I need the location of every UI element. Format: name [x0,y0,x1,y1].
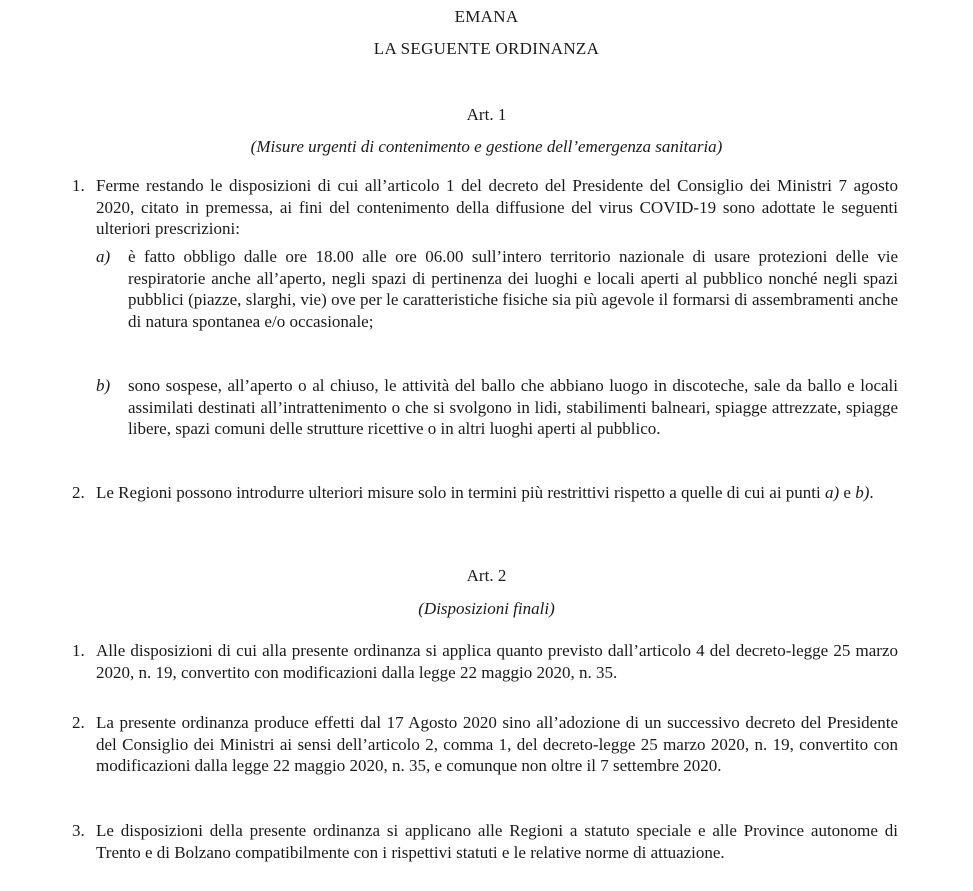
paragraph-number: 3. [72,821,85,840]
reference-b: b) [855,483,870,502]
article-2-title: Art. 2 [466,566,507,585]
paragraph-number: 2. [72,483,85,502]
paragraph-text-end: . [869,483,874,502]
paragraph-text-mid: e [839,483,856,502]
subitem-text: è fatto obbligo dalle ore 18.00 alle ore 06.00 sull’intero territorio nazionale di usare protezioni delle vie respiratorie anche all’aperto, negli spazi di pertinenza dei luoghi e locali aperti al pubblico nonché negli spazi pubblici (piazze, slarghi, vie) ove per le caratteristiche fisiche sia più agevole il formarsi di assembramenti anche di natura spontanea e/o occasionale; [128,247,898,331]
article-1-paragraph-2 [72,482,898,504]
paragraph-number: 1. [72,176,85,195]
paragraph-text: Le disposizioni della presente ordinanza si applicano alle Regioni a statuto speciale e alle Province autonome di Trento e di Bolzano compatibilmente con i rispettivi statuti e le relative norme di attuazione. [96,821,898,862]
article-1-paragraph-1 [72,175,898,240]
article-1-title: Art. 1 [466,105,507,124]
paragraph-number: 1. [72,641,85,660]
article-2-paragraph-3 [72,820,898,863]
heading-ordinanza: LA SEGUENTE ORDINANZA [373,39,600,58]
article-1-subitem-b [96,375,898,440]
paragraph-number: 2. [72,713,85,732]
subitem-label: b) [96,376,111,395]
reference-a: a) [824,483,840,502]
article-2-paragraph-2 [72,712,898,777]
subitem-label: a) [96,247,111,266]
paragraph-text: Alle disposizioni di cui alla presente ordinanza si applica quanto previsto dall’articolo 4 del decreto-legge 25 marzo 2020, n. 19, convertito con modificazioni dalla legge 22 maggio 2020, n. 35. [96,641,898,682]
heading-emana: EMANA [454,7,519,26]
paragraph-text: Le Regioni possono introdurre ulteriori misure solo in termini più restrittivi rispetto a quelle di cui ai punti [96,483,825,502]
article-2-paragraph-1 [72,640,898,683]
article-1-subitem-a [96,246,898,332]
article-2-subtitle: (Disposizioni finali) [418,599,555,618]
article-1-subtitle: (Misure urgenti di contenimento e gestione dell’emergenza sanitaria) [250,137,723,156]
paragraph-text: Ferme restando le disposizioni di cui all’articolo 1 del decreto del Presidente del Consiglio dei Ministri 7 agosto 2020, citato in premessa, ai fini del contenimento della diffusione del virus COVID-19 sono adottate le seguenti ulteriori prescrizioni: [96,176,898,238]
paragraph-text: La presente ordinanza produce effetti dal 17 Agosto 2020 sino all’adozione di un successivo decreto del Presidente del Consiglio dei Ministri ai sensi dell’articolo 2, comma 1, del decreto-legge 25 marzo 2020, n. 19, convertito con modificazioni dalla legge 22 maggio 2020, n. 35, e comunque non oltre il 7 settembre 2020. [96,713,898,775]
subitem-text: sono sospese, all’aperto o al chiuso, le attività del ballo che abbiano luogo in discoteche, sale da ballo e locali assimilati destinati all’intrattenimento o che si svolgono in lidi, stabilimenti balneari, spiagge attrezzate, spiagge libere, spazi comuni delle strutture ricettive o in altri luoghi aperti al pubblico. [128,376,898,438]
